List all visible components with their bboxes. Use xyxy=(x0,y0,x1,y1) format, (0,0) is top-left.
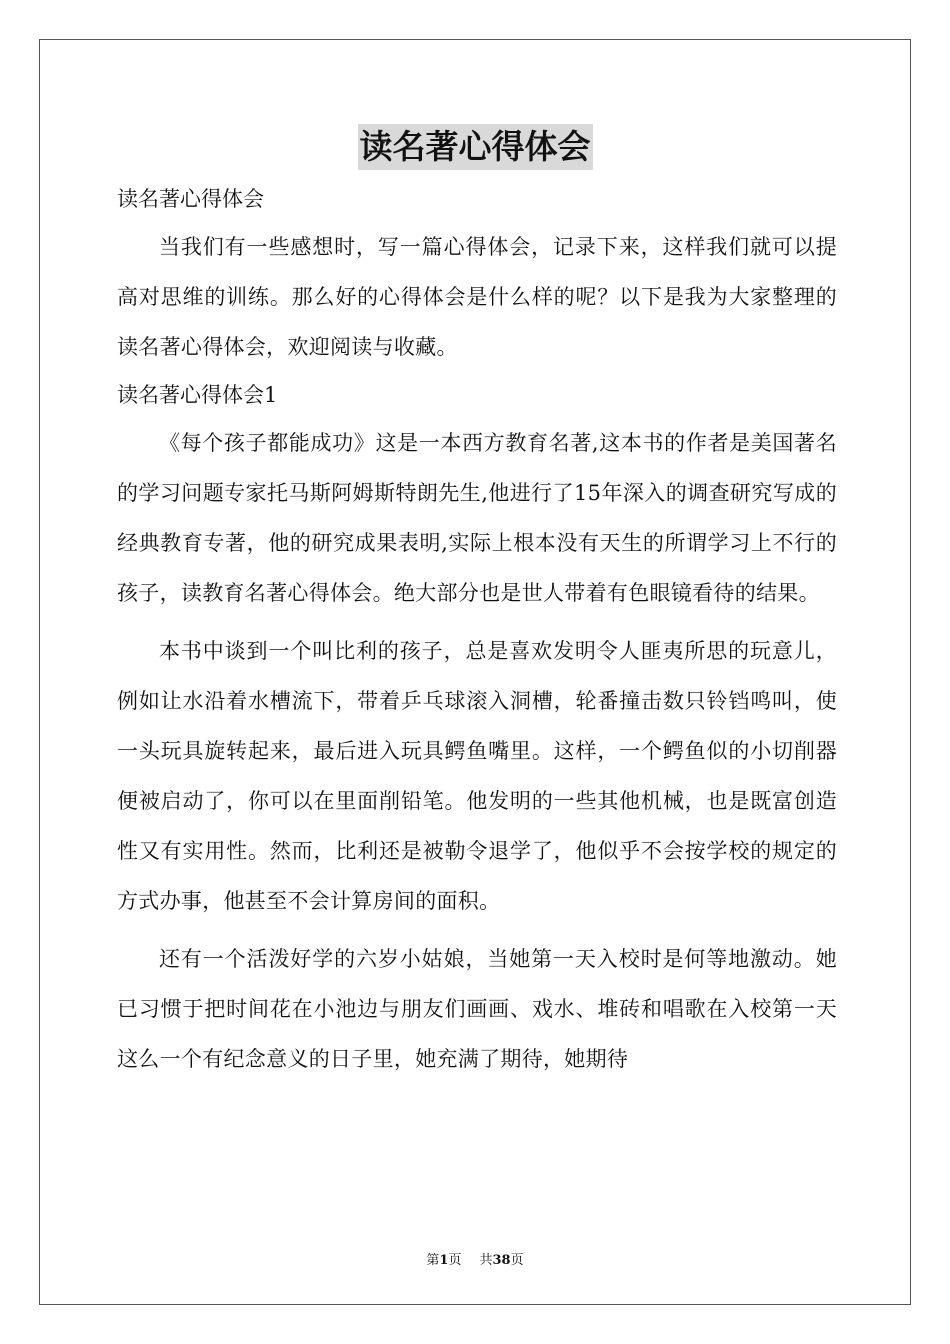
page-number: 1 xyxy=(439,1253,449,1268)
paragraph-gap xyxy=(117,618,837,626)
total-suffix: 页 xyxy=(510,1253,524,1268)
document-body xyxy=(117,176,837,1084)
page-prefix: 第 xyxy=(426,1253,440,1268)
total-prefix: 共 xyxy=(479,1253,493,1268)
section-heading: 读名著心得体会1 xyxy=(117,383,278,407)
body-paragraph-1: 《每个孩子都能成功》这是一本西方教育名著,这本书的作者是美国著名的学习问题专家托马斯阿姆斯特朗先生,他进行了15年深入的调查研究写成的经典教育专著，他的研究成果表明,实际上根本没有天生的所谓学习上不行的孩子，读教育名著心得体会。绝大部分也是世人带着有色眼镜看待的结果。 xyxy=(117,431,837,605)
document-title: 读名著心得体会 xyxy=(358,124,593,170)
page-footer xyxy=(0,1249,950,1268)
document-subtitle: 读名著心得体会 xyxy=(117,187,264,211)
page-total: 38 xyxy=(492,1253,511,1268)
body-paragraph-2: 本书中谈到一个叫比利的孩子，总是喜欢发明令人匪夷所思的玩意儿，例如让水沿着水槽流下，带着乒乓球滚入洞槽，轮番撞击数只铃铛鸣叫，使一头玩具旋转起来，最后进入玩具鳄鱼嘴里。这样，一个鳄鱼似的小切削器便被启动了，你可以在里面削铅笔。他发明的一些其他机械，也是既富创造性又有实用性。然而，比利还是被勒令退学了，他似乎不会按学校的规定的方式办事，他甚至不会计算房间的面积。 xyxy=(117,639,837,913)
title-container xyxy=(0,124,950,170)
body-paragraph-3: 还有一个活泼好学的六岁小姑娘，当她第一天入校时是何等地激动。她已习惯于把时间花在小池边与朋友们画画、戏水、堆砖和唱歌在入校第一天这么一个有纪念意义的日子里，她充满了期待，她期待 xyxy=(117,947,837,1071)
page-suffix: 页 xyxy=(448,1253,462,1268)
intro-paragraph: 当我们有一些感想时，写一篇心得体会，记录下来，这样我们就可以提高对思维的训练。那么好的心得体会是什么样的呢？以下是我为大家整理的读名著心得体会，欢迎阅读与收藏。 xyxy=(117,235,837,359)
paragraph-gap xyxy=(117,926,837,934)
